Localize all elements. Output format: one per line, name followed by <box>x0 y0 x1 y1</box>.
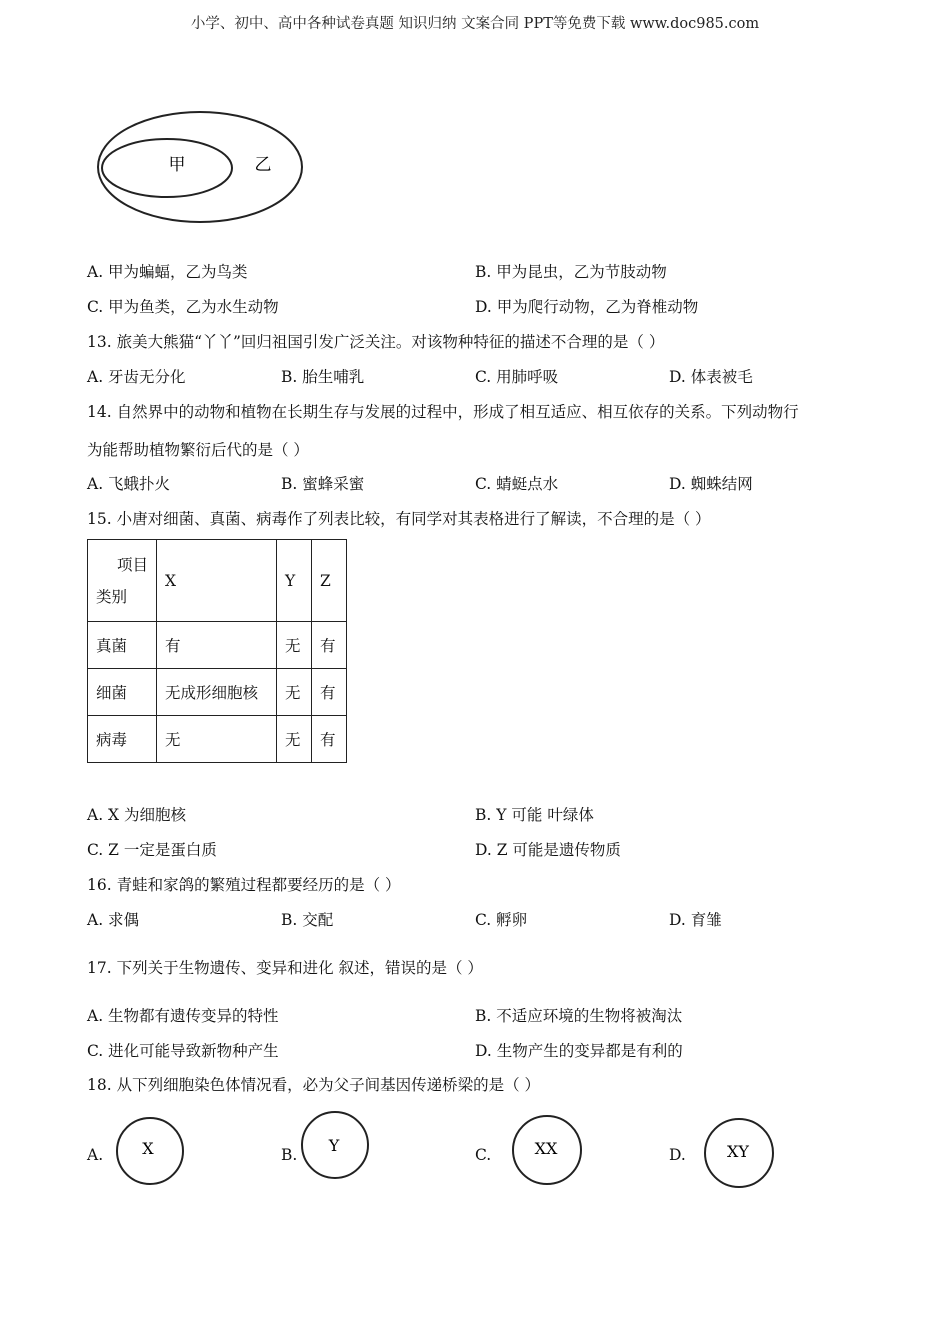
q18-cell-a <box>113 1116 189 1188</box>
chromosome-label: XY <box>727 1142 749 1161</box>
q16-option-a: A. 求偶 <box>87 911 140 929</box>
q17-option-c: C. 进化可能导致新物种产生 <box>87 1042 279 1060</box>
table-cell: 有 <box>312 669 347 716</box>
q16-option-b: B. 交配 <box>281 911 334 929</box>
q12-option-c: C. 甲为鱼类，乙为水生动物 <box>87 298 279 316</box>
q18-option-d-letter: D. <box>669 1146 686 1164</box>
corner-bottom-label: 类别 <box>96 587 128 606</box>
q18-option-a-letter: A. <box>87 1146 104 1164</box>
venn-diagram <box>95 108 307 226</box>
venn-inner-label: 甲 <box>168 155 186 175</box>
q13-option-d: D. 体表被毛 <box>669 368 753 386</box>
chromosome-label: X <box>142 1139 154 1158</box>
table-row-name: 真菌 <box>88 622 157 669</box>
q16-option-c: C. 孵卵 <box>475 911 528 929</box>
table-cell: 有 <box>312 622 347 669</box>
table-cell: 无成形细胞核 <box>157 669 277 716</box>
page-header: 小学、初中、高中各种试卷真题 知识归纳 文案合同 PPT等免费下载 www.doc985.com <box>190 16 760 32</box>
comparison-table <box>87 539 347 763</box>
q13-option-a: A. 牙齿无分化 <box>87 368 186 386</box>
q17-option-b: B. 不适应环境的生物将被淘汰 <box>475 1007 683 1025</box>
q14-stem-line2: 为能帮助植物繁衍后代的是（ ） <box>87 441 309 459</box>
q15-option-d: D. Z 可能是遗传物质 <box>475 841 621 859</box>
q13-option-b: B. 胎生哺乳 <box>281 368 365 386</box>
table-col-header: Y <box>277 540 312 622</box>
table-row <box>88 716 347 763</box>
q15-option-c: C. Z 一定是蛋白质 <box>87 841 217 859</box>
table-col-header: X <box>157 540 277 622</box>
q18-cell-c <box>508 1114 588 1188</box>
inner-ellipse <box>102 139 232 197</box>
q18-stem: 18. 从下列细胞染色体情况看，必为父子间基因传递桥梁的是（ ） <box>87 1076 541 1094</box>
table-cell: 无 <box>277 622 312 669</box>
q12-option-a: A. 甲为蝙蝠，乙为鸟类 <box>87 263 248 281</box>
q14-option-a: A. 飞蛾扑火 <box>87 475 171 493</box>
venn-outer-label: 乙 <box>254 155 272 175</box>
q16-stem: 16. 青蛙和家鸽的繁殖过程都要经历的是（ ） <box>87 876 401 894</box>
q12-option-b: B. 甲为昆虫，乙为节肢动物 <box>475 263 667 281</box>
table-row-name: 细菌 <box>88 669 157 716</box>
q15-stem: 15. 小唐对细菌、真菌、病毒作了列表比较，有同学对其表格进行了解读，不合理的是（ ） <box>87 510 711 528</box>
chromosome-label: Y <box>328 1136 340 1155</box>
q16-option-d: D. 育雏 <box>669 911 722 929</box>
q14-stem-line1: 14. 自然界中的动物和植物在长期生存与发展的过程中，形成了相互适应、相互依存的关系。下列动物行 <box>87 403 799 421</box>
q12-option-d: D. 甲为爬行动物，乙为脊椎动物 <box>475 298 699 316</box>
q14-option-b: B. 蜜蜂采蜜 <box>281 475 365 493</box>
table-cell: 有 <box>157 622 277 669</box>
q18-option-c-letter: C. <box>475 1146 492 1164</box>
table-corner-cell <box>88 540 157 622</box>
table-header-row <box>88 540 347 622</box>
q18-cell-d <box>700 1117 780 1191</box>
q14-option-c: C. 蜻蜓点水 <box>475 475 559 493</box>
q17-option-a: A. 生物都有遗传变异的特性 <box>87 1007 279 1025</box>
q17-option-d: D. 生物产生的变异都是有利的 <box>475 1042 683 1060</box>
q18-cell-b <box>298 1111 378 1183</box>
table-row <box>88 622 347 669</box>
table-col-header: Z <box>312 540 347 622</box>
q17-stem: 17. 下列关于生物遗传、变异和进化 叙述，错误的是（ ） <box>87 959 483 977</box>
q13-stem: 13. 旅美大熊猫“丫丫”回归祖国引发广泛关注。对该物种特征的描述不合理的是（ ） <box>87 333 665 351</box>
table-cell: 无 <box>277 716 312 763</box>
q15-option-a: A. X 为细胞核 <box>87 806 187 824</box>
corner-top-label: 项目 <box>116 555 148 574</box>
chromosome-label: XX <box>534 1139 558 1158</box>
q15-option-b: B. Y 可能 叶绿体 <box>475 806 594 824</box>
table-cell: 有 <box>312 716 347 763</box>
q14-option-d: D. 蜘蛛结网 <box>669 475 753 493</box>
q18-option-b-letter: B. <box>281 1146 298 1164</box>
table-row-name: 病毒 <box>88 716 157 763</box>
table-cell: 无 <box>157 716 277 763</box>
table-row <box>88 669 347 716</box>
q13-option-c: C. 用肺呼吸 <box>475 368 559 386</box>
table-cell: 无 <box>277 669 312 716</box>
